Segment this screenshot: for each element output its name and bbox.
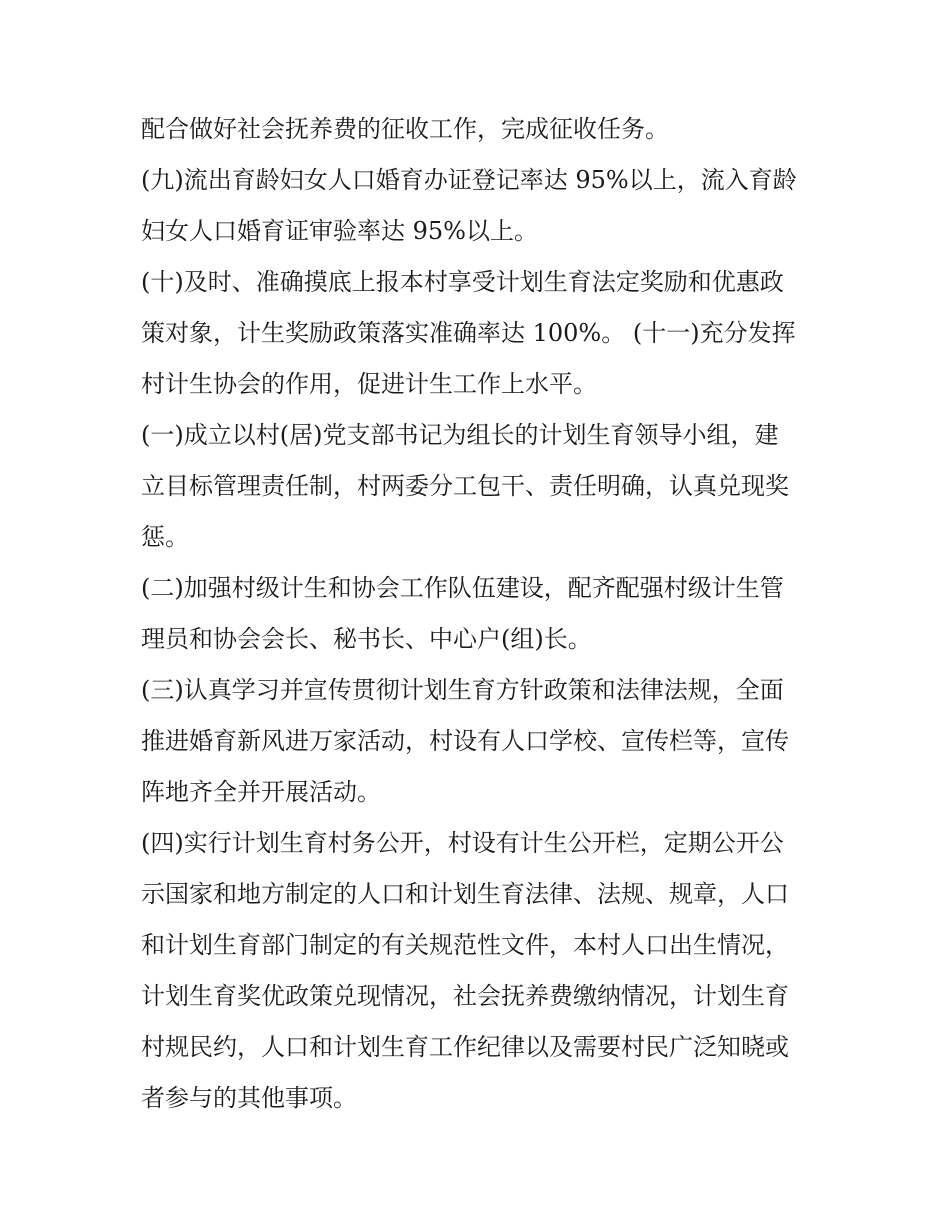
text-line: 示国家和地方制定的人口和计划生育法律、法规、规章，人口	[141, 880, 789, 908]
text-line: 和计划生育部门制定的有关规范性文件，本村人口出生情况，	[141, 931, 789, 959]
text-line: 配合做好社会抚养费的征收工作，完成征收任务。	[141, 115, 669, 143]
text-line: 惩。	[141, 523, 189, 551]
text-line: 者参与的其他事项。	[141, 1084, 357, 1112]
text-line: 理员和协会会长、秘书长、中心户(组)长。	[141, 625, 592, 653]
text-line: (十)及时、准确摸底上报本村享受计划生育法定奖励和优惠政	[141, 268, 784, 296]
text-line: 策对象，计生奖励政策落实准确率达 100%。 (十一)充分发挥	[141, 319, 796, 347]
text-line: 计划生育奖优政策兑现情况，社会抚养费缴纳情况，计划生育	[141, 982, 789, 1010]
text-line: (九)流出育龄妇女人口婚育办证登记率达 95%以上，流入育龄	[141, 166, 797, 194]
text-line: (四)实行计划生育村务公开，村设有计生公开栏，定期公开公	[141, 829, 784, 857]
document-body	[141, 104, 821, 1124]
text-line: (二)加强村级计生和协会工作队伍建设，配齐配强村级计生管	[141, 574, 784, 602]
text-line: (一)成立以村(居)党支部书记为组长的计划生育领导小组，建	[141, 421, 779, 449]
text-line: (三)认真学习并宣传贯彻计划生育方针政策和法律法规，全面	[141, 676, 784, 704]
text-line: 村规民约，人口和计划生育工作纪律以及需要村民广泛知晓或	[141, 1033, 789, 1061]
text-line: 村计生协会的作用，促进计生工作上水平。	[141, 370, 597, 398]
text-line: 推进婚育新风进万家活动，村设有人口学校、宣传栏等，宣传	[141, 727, 789, 755]
text-line: 立目标管理责任制，村两委分工包干、责任明确，认真兑现奖	[141, 472, 789, 500]
text-line: 阵地齐全并开展活动。	[141, 778, 381, 806]
text-line: 妇女人口婚育证审验率达 95%以上。	[141, 217, 538, 245]
